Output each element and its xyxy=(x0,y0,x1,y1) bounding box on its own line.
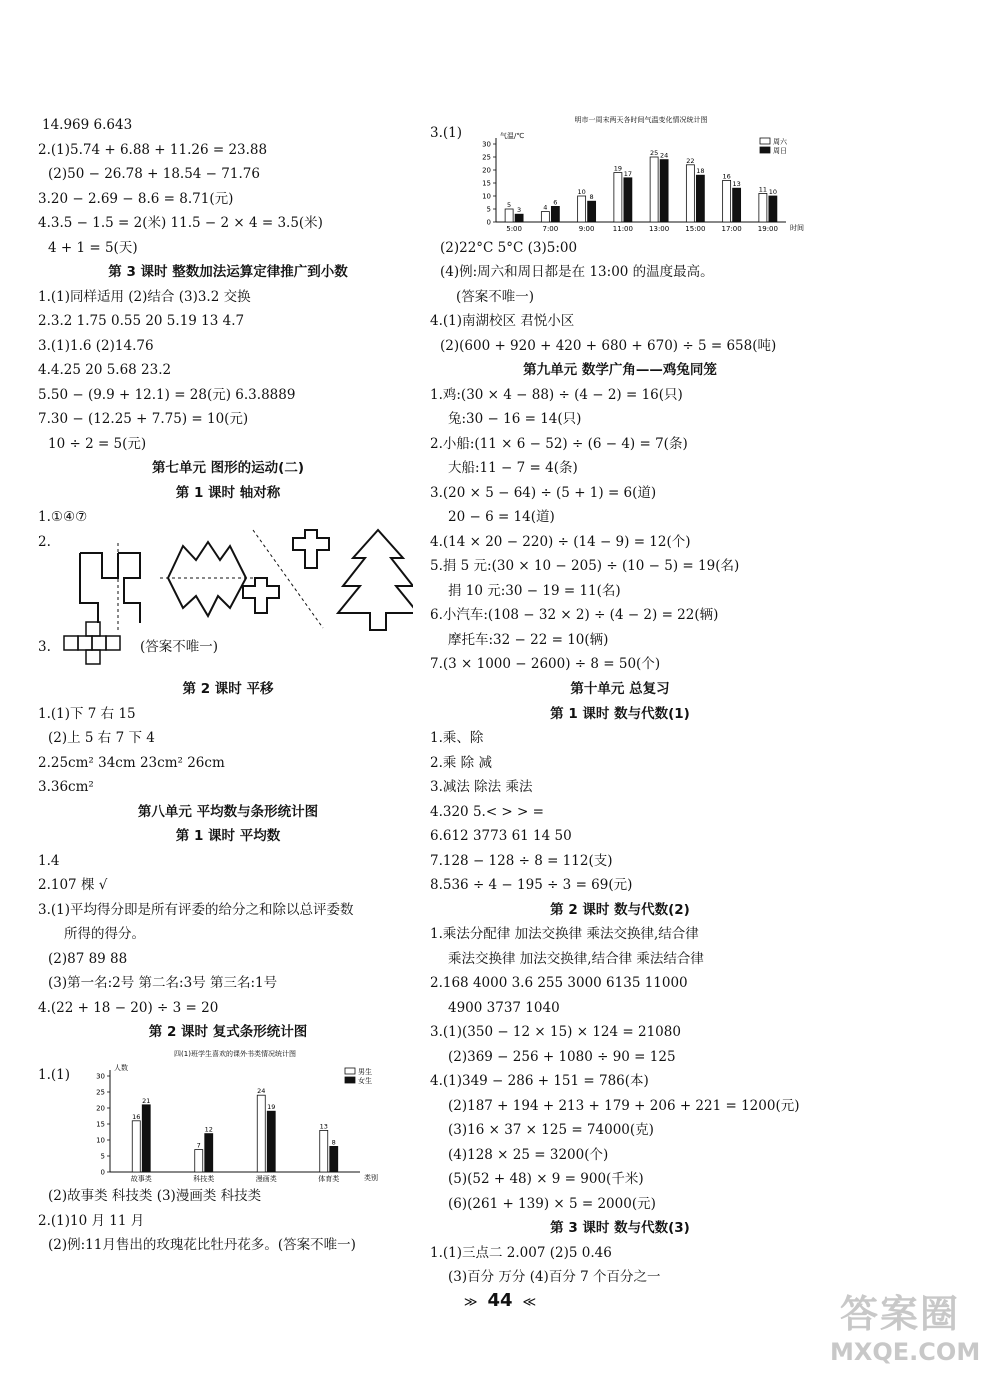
legend-swatch xyxy=(345,1077,355,1083)
answer-line: (3)第一名:2号 第二名:3号 第三名:1号 xyxy=(48,975,278,991)
answer-line: 20 − 6 = 14(道) xyxy=(448,509,555,525)
answer-line: 3.(1)平均得分即是所有评委的给分之和除以总评委数 xyxy=(38,902,354,918)
answer-line: 大船:11 − 7 = 4(条) xyxy=(448,460,578,476)
bar xyxy=(515,214,523,222)
answer-line: 7.128 − 128 ÷ 8 = 112(支) xyxy=(430,853,613,869)
data-label: 19 xyxy=(267,1103,276,1112)
data-label: 7 xyxy=(196,1141,201,1150)
x-tick-label: 17:00 xyxy=(721,225,742,233)
y-tick-label: 5 xyxy=(486,205,491,214)
page-number-text: 44 xyxy=(487,1290,513,1311)
x-tick-label: 5:00 xyxy=(506,225,522,233)
answer-line: 4 + 1 = 5(天) xyxy=(48,240,138,256)
y-tick-label: 20 xyxy=(96,1104,105,1113)
answer-line: 1.①④⑦ xyxy=(38,509,88,525)
bar xyxy=(505,209,513,222)
x-tick-label: 19:00 xyxy=(757,225,778,233)
x-tick-label: 9:00 xyxy=(578,225,595,233)
answer-line: 8.536 ÷ 4 − 195 ÷ 3 = 69(元) xyxy=(430,877,633,893)
chart-title: 四(1)班学生喜欢的课外书类情况统计图 xyxy=(174,1050,296,1058)
x-tick-label: 13:00 xyxy=(649,225,670,233)
bar xyxy=(588,201,596,222)
unit-heading: 第九单元 数学广角——鸡兔同笼 xyxy=(523,362,717,378)
answer-line: 7.(3 × 1000 − 2600) ÷ 8 = 50(个) xyxy=(430,656,661,672)
data-label: 3 xyxy=(517,206,522,215)
answer-line: (3)16 × 37 × 125 = 74000(克) xyxy=(448,1122,654,1138)
answer-line: 6.612 3773 61 14 50 xyxy=(430,828,572,844)
data-label: 25 xyxy=(649,149,659,157)
lesson-heading: 第 1 课时 平均数 xyxy=(175,828,281,844)
data-label: 11 xyxy=(758,185,768,194)
answer-line: (5)(52 + 48) × 9 = 900(千米) xyxy=(448,1171,644,1187)
x-tick-label: 11:00 xyxy=(612,225,633,233)
answer-line: (2)例:11月售出的玫瑰花比牡丹花多。(答案不唯一) xyxy=(48,1237,356,1253)
y-tick-label: 10 xyxy=(482,192,491,201)
y-tick-label: 30 xyxy=(96,1072,105,1081)
bar xyxy=(257,1095,265,1172)
y-tick-label: 30 xyxy=(482,140,491,149)
data-label: 13 xyxy=(732,180,741,189)
answer-line: (2)369 − 256 + 1080 ÷ 90 = 125 xyxy=(448,1049,676,1065)
answer-line: 4.4.25 20 5.68 23.2 xyxy=(38,362,172,378)
legend-swatch xyxy=(345,1068,355,1074)
y-tick-label: 15 xyxy=(96,1120,105,1129)
answer-line: 3.(1)(350 − 12 × 15) × 124 = 21080 xyxy=(430,1024,681,1040)
y-tick-label: 10 xyxy=(96,1136,105,1145)
answer-line: (4)128 × 25 = 3200(个) xyxy=(448,1147,609,1163)
x-tick-label: 体育类 xyxy=(318,1175,340,1183)
answer-line: 4.(1)349 − 286 + 151 = 786(本) xyxy=(430,1073,649,1089)
answer-line: 1.乘法分配律 加法交换律 乘法交换律,结合律 xyxy=(430,926,699,942)
section-heading: 第 3 课时 整数加法运算定律推广到小数 xyxy=(108,264,348,280)
bar xyxy=(142,1105,150,1172)
zigzag-figure xyxy=(168,542,246,616)
data-label: 13 xyxy=(319,1122,328,1131)
answer-line: 2.25cm² 34cm 23cm² 26cm xyxy=(38,755,225,771)
answer-line: 3.减法 除法 乘法 xyxy=(430,779,533,795)
data-label: 6 xyxy=(553,198,558,207)
answer-line: 14.969 6.643 xyxy=(42,117,133,133)
chart-title: 明市一周末两天各时间气温变化情况统计图 xyxy=(574,116,708,124)
answer-line: 3.(1)1.6 (2)14.76 xyxy=(38,338,154,354)
bar xyxy=(723,180,731,222)
answer-line: 捐 10 元:30 − 19 = 11(名) xyxy=(448,583,621,599)
y-tick-label: 0 xyxy=(486,218,491,227)
answer-line: 4.(1)南湖校区 君悦小区 xyxy=(430,313,575,329)
note-text: (答案不唯一) xyxy=(140,639,219,655)
bar xyxy=(614,173,622,222)
bar xyxy=(267,1111,275,1172)
answer-line: 1.乘、除 xyxy=(430,730,484,746)
cross-figure xyxy=(293,530,329,568)
lesson-heading: 第 1 课时 数与代数(1) xyxy=(550,706,690,722)
unit-heading: 第八单元 平均数与条形统计图 xyxy=(137,804,319,820)
answer-line: 3.20 − 2.69 − 8.6 = 8.71(元) xyxy=(38,191,234,207)
data-label: 24 xyxy=(257,1087,266,1096)
book-preference-bar-chart xyxy=(80,1046,400,1184)
bar xyxy=(759,193,767,222)
data-label: 5 xyxy=(507,201,512,209)
answer-line: 摩托车:32 − 22 = 10(辆) xyxy=(448,632,609,648)
answer-line: (2)22°C 5°C (3)5:00 xyxy=(440,240,578,256)
data-label: 19 xyxy=(613,164,623,173)
lesson-heading: 第 2 课时 平移 xyxy=(182,681,274,697)
y-tick-label: 5 xyxy=(100,1152,105,1161)
y-axis-label: 人数 xyxy=(114,1064,128,1072)
answer-line: 2.107 棵 √ xyxy=(38,877,108,893)
answer-line: 4.3.5 − 1.5 = 2(米) 11.5 − 2 × 4 = 3.5(米) xyxy=(38,215,323,231)
answer-line: 1.(1) xyxy=(38,1067,71,1083)
data-label: 21 xyxy=(142,1096,151,1105)
answer-line: 4.320 5.< > > = xyxy=(430,804,544,820)
answer-line: 2.3.2 1.75 0.55 20 5.19 13 4.7 xyxy=(38,313,245,329)
x-tick-label: 科技类 xyxy=(193,1175,215,1183)
answer-line: 3. xyxy=(38,639,51,655)
arrow-left-icon: ≪ xyxy=(522,1295,537,1310)
unit-heading: 第七单元 图形的运动(二) xyxy=(151,460,305,476)
data-label: 24 xyxy=(659,151,669,160)
legend-swatch xyxy=(760,147,770,153)
answer-line: 4.(22 + 18 − 20) ÷ 3 = 20 xyxy=(38,1000,219,1016)
x-axis-label: 类别 xyxy=(364,1174,378,1182)
legend-swatch xyxy=(760,138,770,144)
bar xyxy=(650,157,658,222)
data-label: 4 xyxy=(543,203,548,212)
answer-line: 2. xyxy=(38,534,51,550)
answer-line: 1.(1)三点二 2.007 (2)5 0.46 xyxy=(430,1245,612,1261)
data-label: 16 xyxy=(132,1112,141,1121)
watermark-logo: 答案圈 xyxy=(839,1292,960,1336)
data-label: 16 xyxy=(722,172,731,181)
data-label: 8 xyxy=(589,193,594,202)
y-tick-label: 0 xyxy=(100,1168,105,1177)
lesson-heading: 第 3 课时 数与代数(3) xyxy=(550,1220,690,1236)
x-tick-label: 7:00 xyxy=(542,225,559,233)
bar xyxy=(696,175,704,222)
x-tick-label: 故事类 xyxy=(130,1175,152,1183)
legend-label: 周日 xyxy=(773,147,787,155)
y-tick-label: 25 xyxy=(482,153,491,162)
lesson-heading: 第 2 课时 复式条形统计图 xyxy=(148,1024,308,1040)
answer-line: 乘法交换律 加法交换律,结合律 乘法结合律 xyxy=(448,951,704,967)
bar xyxy=(541,212,549,222)
answer-line: 4.(14 × 20 − 220) ÷ (14 − 9) = 12(个) xyxy=(430,534,691,550)
answer-line: 1.(1)同样适用 (2)结合 (3)3.2 交换 xyxy=(38,289,251,305)
cube-net-figure xyxy=(60,620,140,668)
arrow-right-icon: ≫ xyxy=(463,1295,478,1310)
data-label: 22 xyxy=(686,156,695,165)
answer-line: (2)(600 + 920 + 420 + 680 + 670) ÷ 5 = 658(吨) xyxy=(440,338,777,354)
bar xyxy=(330,1146,338,1172)
answer-line: 1.(1)下 7 右 15 xyxy=(38,706,136,722)
lesson-heading: 第 1 课时 轴对称 xyxy=(175,485,281,501)
answer-line: 2.168 4000 3.6 255 3000 6135 11000 xyxy=(430,975,688,991)
data-label: 17 xyxy=(623,169,633,178)
bar xyxy=(624,178,632,222)
bar xyxy=(733,188,741,222)
y-axis-label: 气温/℃ xyxy=(500,132,525,140)
answer-line: 兔:30 − 16 = 14(只) xyxy=(448,411,582,427)
answer-line: 2.(1)5.74 + 6.88 + 11.26 = 23.88 xyxy=(38,142,268,158)
answer-line: 1.4 xyxy=(38,853,60,869)
answer-line: 1.鸡:(30 × 4 − 88) ÷ (4 − 2) = 16(只) xyxy=(430,387,683,403)
answer-line: 3.(20 × 5 − 64) ÷ (5 + 1) = 6(道) xyxy=(430,485,657,501)
x-axis-label: 时间 xyxy=(790,224,804,232)
lesson-heading: 第 2 课时 数与代数(2) xyxy=(550,902,690,918)
answer-line: 7.30 − (12.25 + 7.75) = 10(元) xyxy=(38,411,249,427)
answer-line: (3)百分 万分 (4)百分 7 个百分之一 xyxy=(448,1269,661,1285)
answer-line: (2)87 89 88 xyxy=(48,951,128,967)
answer-line: (4)例:周六和周日都是在 13:00 的温度最高。 xyxy=(440,264,714,280)
data-label: 10 xyxy=(768,188,778,196)
data-label: 10 xyxy=(577,188,586,196)
bar xyxy=(551,206,559,222)
answer-line: (6)(261 + 139) × 5 = 2000(元) xyxy=(448,1196,656,1212)
data-label: 12 xyxy=(204,1125,213,1134)
x-tick-label: 15:00 xyxy=(685,225,706,233)
bar xyxy=(660,160,668,222)
legend-label: 女生 xyxy=(358,1077,372,1085)
answer-line: (答案不唯一) xyxy=(456,289,535,305)
bar xyxy=(320,1130,328,1172)
data-label: 18 xyxy=(696,167,705,176)
answer-line: (2)187 + 194 + 213 + 179 + 206 + 221 = 1200(元) xyxy=(448,1098,800,1114)
bar xyxy=(132,1121,140,1172)
unit-heading: 第十单元 总复习 xyxy=(570,681,670,697)
watermark-url: MXQE.COM xyxy=(830,1338,981,1366)
bar xyxy=(769,196,777,222)
answer-line: 2.乘 除 减 xyxy=(430,755,492,771)
answer-line: 5.捐 5 元:(30 × 10 − 205) ÷ (10 − 5) = 19(名) xyxy=(430,558,740,574)
bar xyxy=(686,165,694,222)
answer-line: (2)上 5 右 7 下 4 xyxy=(48,730,155,746)
figure-left-half xyxy=(80,553,118,578)
y-tick-label: 15 xyxy=(482,179,491,188)
answer-line: 3.(1) xyxy=(430,125,463,141)
temperature-bar-chart xyxy=(470,112,810,238)
answer-line: 2.(1)10 月 11 月 xyxy=(38,1213,145,1229)
legend-label: 周六 xyxy=(773,138,787,146)
answer-line: 6.小汽车:(108 − 32 × 2) ÷ (4 − 2) = 22(辆) xyxy=(430,607,719,623)
answer-line: 所得的得分。 xyxy=(64,926,145,942)
answer-line: (2)50 − 26.78 + 18.54 − 71.76 xyxy=(48,166,260,182)
tree-figure xyxy=(338,530,413,630)
bar xyxy=(578,196,586,222)
y-tick-label: 20 xyxy=(482,166,491,175)
data-label: 8 xyxy=(331,1138,336,1147)
bar xyxy=(195,1150,203,1172)
answer-line: 2.小船:(11 × 6 − 52) ÷ (6 − 4) = 7(条) xyxy=(430,436,688,452)
answer-line: 5.50 − (9.9 + 12.1) = 28(元) 6.3.8889 xyxy=(38,387,296,403)
x-tick-label: 漫画类 xyxy=(255,1175,277,1183)
answer-line: 10 ÷ 2 = 5(元) xyxy=(48,436,147,452)
answer-line: (2)故事类 科技类 (3)漫画类 科技类 xyxy=(48,1188,262,1204)
answer-line: 4900 3737 1040 xyxy=(448,1000,560,1016)
bar xyxy=(205,1134,213,1172)
watermark xyxy=(830,1283,981,1366)
answer-line: 3.36cm² xyxy=(38,779,94,795)
y-tick-label: 25 xyxy=(96,1088,105,1097)
legend-label: 男生 xyxy=(358,1068,372,1076)
